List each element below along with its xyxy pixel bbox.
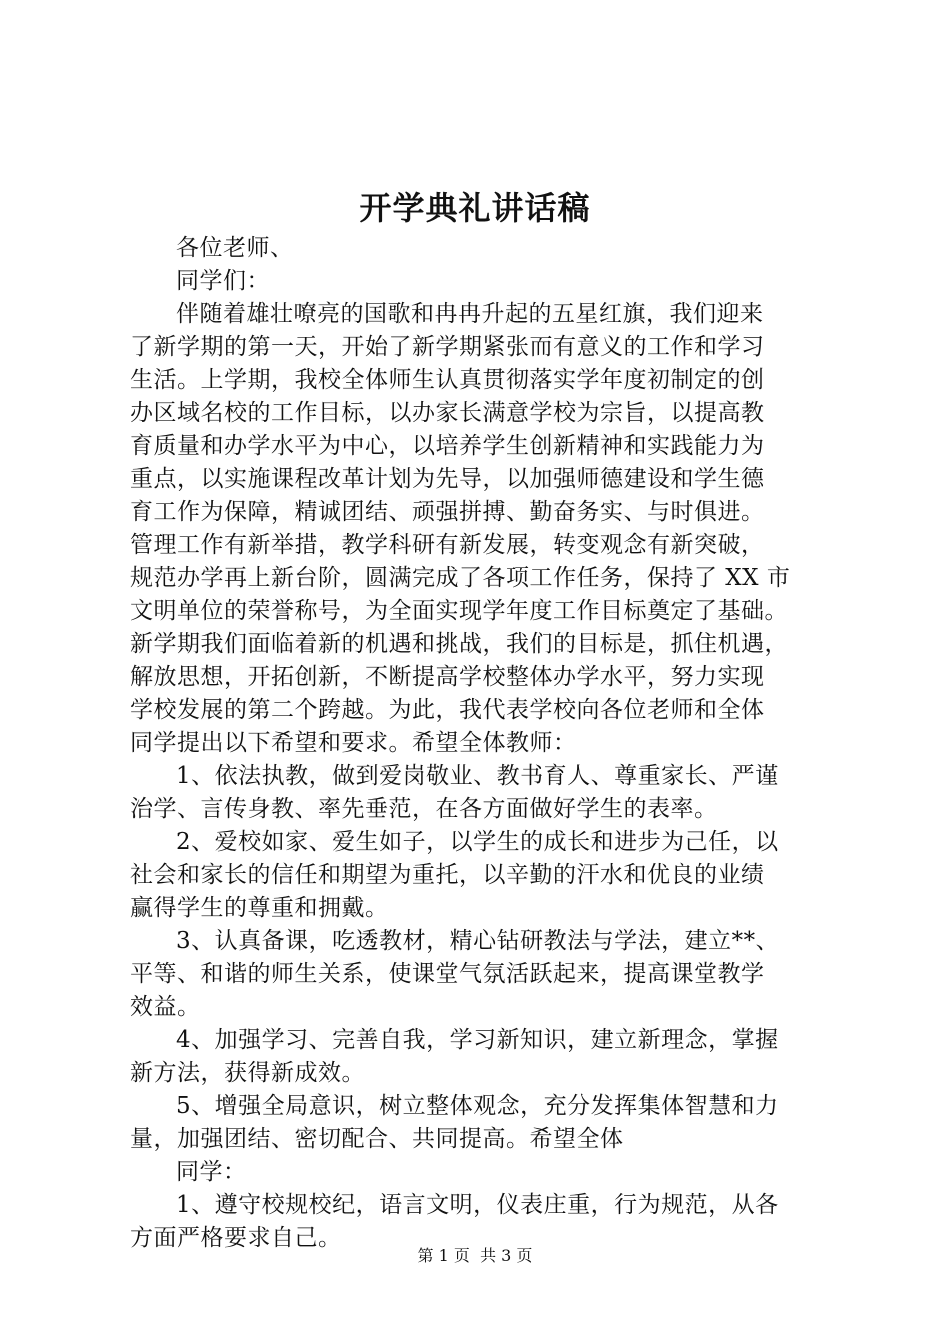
paragraph-line: 新学期我们面临着新的机遇和挑战，我们的目标是，抓住机遇， [130,631,788,657]
paragraph-line: 文明单位的荣誉称号，为全面实现学年度工作目标奠定了基础。 [130,598,788,624]
list-item-line: 新方法，获得新成效。 [130,1060,365,1086]
paragraph-line: 育工作为保障，精诚团结、顽强拼搏、勤奋务实、与时俱进。 [130,499,765,525]
paragraph-line: 学校发展的第二个跨越。为此，我代表学校向各位老师和全体 [130,697,765,723]
paragraph-line: 规范办学再上新台阶，圆满完成了各项工作任务，保持了 XX 市 [130,565,791,591]
paragraph-line: 了新学期的第一天，开始了新学期紧张而有意义的工作和学习 [130,334,765,360]
list-item-line: 量，加强团结、密切配合、共同提高。希望全体 [130,1126,624,1152]
list-item-line: 1、遵守校规校纪，语言文明，仪表庄重，行为规范，从各 [176,1192,779,1218]
greeting-line: 各位老师、 [176,235,294,261]
paragraph-line: 管理工作有新举措，教学科研有新发展，转变观念有新突破， [130,532,765,558]
list-item-line: 效益。 [130,994,201,1020]
paragraph-line: 办区域名校的工作目标，以办家长满意学校为宗旨，以提高教 [130,400,765,426]
list-item-line: 方面严格要求自己。 [130,1225,342,1251]
document-title: 开学典礼讲话稿 [359,189,591,227]
paragraph-line: 伴随着雄壮嘹亮的国歌和冉冉升起的五星红旗，我们迎来 [176,301,764,327]
list-item-line: 2、爱校如家、爱生如子，以学生的成长和进步为己任，以 [176,829,779,855]
list-item-line: 3、认真备课，吃透教材，精心钻研教法与学法，建立**、 [176,928,780,954]
list-item-line: 赢得学生的尊重和拥戴。 [130,895,389,921]
document-body [130,232,830,1255]
section-heading-line: 同学： [176,1159,247,1185]
list-item-line: 治学、言传身教、率先垂范，在各方面做好学生的表率。 [130,796,718,822]
paragraph-line: 同学提出以下希望和要求。希望全体教师： [130,730,577,756]
list-item-line: 1、依法执教，做到爱岗敬业、教书育人、尊重家长、严谨 [176,763,779,789]
list-item-line: 社会和家长的信任和期望为重托，以辛勤的汗水和优良的业绩 [130,862,765,888]
paragraph-line: 解放思想，开拓创新，不断提高学校整体办学水平，努力实现 [130,664,765,690]
list-item-line: 平等、和谐的师生关系，使课堂气氛活跃起来，提高课堂教学 [130,961,765,987]
paragraph-line: 生活。上学期，我校全体师生认真贯彻落实学年度初制定的创 [130,367,765,393]
greeting-line: 同学们： [176,268,270,294]
page-footer: 第 1 页 共 3 页 [417,1246,533,1265]
list-item-line: 5、增强全局意识，树立整体观念，充分发挥集体智慧和力 [176,1093,779,1119]
paragraph-line: 重点，以实施课程改革计划为先导，以加强师德建设和学生德 [130,466,765,492]
paragraph-line: 育质量和办学水平为中心，以培养学生创新精神和实践能力为 [130,433,765,459]
list-item-line: 4、加强学习、完善自我，学习新知识，建立新理念，掌握 [176,1027,779,1053]
